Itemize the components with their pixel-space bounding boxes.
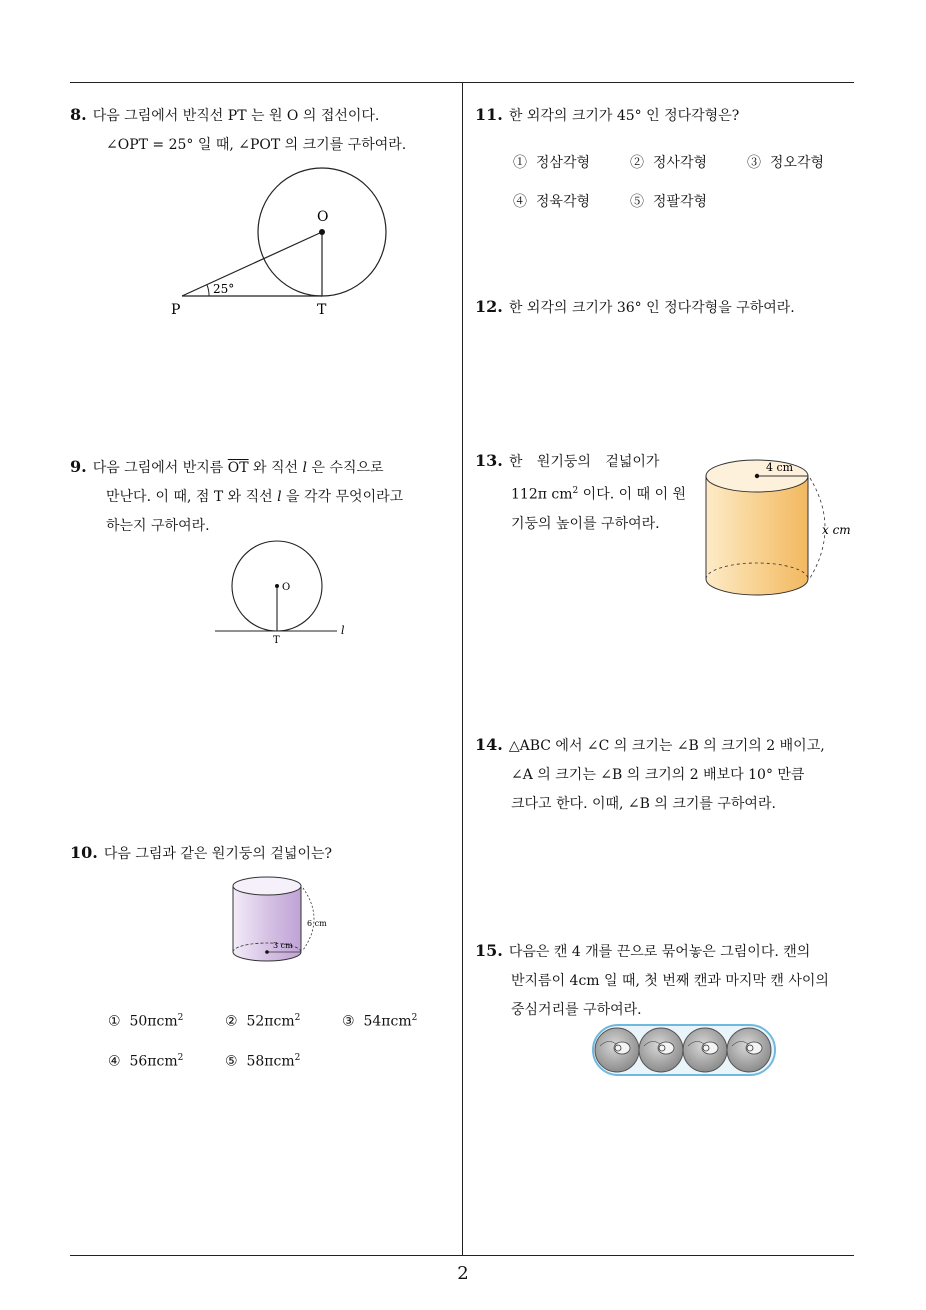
choice-text: 54πcm: [363, 1013, 412, 1030]
choice-mark: ⑤: [630, 194, 644, 210]
choice-mark: ⑤: [225, 1053, 238, 1070]
choice-1[interactable]: [513, 152, 590, 172]
problem-text: 다음 그림에서 반직선 PT 는 원 O 의 접선이다.: [92, 108, 380, 124]
cylinder-body: [706, 476, 808, 595]
problem-number: 8.: [70, 105, 87, 124]
choice-2[interactable]: [225, 1013, 300, 1030]
label-angle: 25°: [213, 282, 235, 296]
problem-number: 12.: [475, 297, 503, 316]
center-dot: [265, 950, 269, 954]
page-number: 2: [457, 1263, 469, 1284]
choice-sup: 2: [294, 1013, 301, 1023]
choice-mark: ④: [513, 194, 527, 210]
bottom-rule: [70, 1255, 854, 1256]
label-t: T: [317, 302, 327, 318]
label-height: 6 cm: [307, 919, 327, 928]
choice-mark: ④: [108, 1053, 121, 1070]
problem-text: 와 직선: [248, 460, 303, 476]
problem-number: 9.: [70, 457, 87, 476]
problem-text: ∠A 의 크기는 ∠B 의 크기의 2 배보다 10° 만큼: [511, 767, 805, 783]
choice-text: 58πcm: [246, 1053, 295, 1070]
problem-text: 한 원기둥의 겉넓이가: [508, 454, 660, 470]
choice-text: 정팔각형: [652, 194, 708, 210]
choice-5[interactable]: [225, 1053, 300, 1070]
tangent-circle-figure: [165, 165, 405, 325]
problem-text: 을 각각 무엇이라고: [281, 489, 404, 505]
label-t: T: [273, 635, 280, 646]
center-dot: [755, 474, 759, 478]
problem-text: 은 수직으로: [307, 460, 384, 476]
can-3: [683, 1028, 727, 1072]
choice-text: 50πcm: [129, 1013, 178, 1030]
problem-text: 다음은 캔 4 개를 끈으로 묶어놓은 그림이다. 캔의: [508, 944, 811, 960]
choice-mark: ③: [747, 155, 761, 171]
label-height: x cm: [822, 523, 851, 537]
line-l-label: l: [277, 489, 282, 505]
problem-text: ∠OPT = 25° 일 때, ∠POT 의 크기를 구하여라.: [106, 137, 407, 153]
choice-4[interactable]: [108, 1053, 183, 1070]
choice-sup: 2: [177, 1053, 184, 1063]
choice-text: 정삼각형: [535, 155, 591, 171]
problem-text: 한 외각의 크기가 36° 인 정다각형을 구하여라.: [508, 300, 795, 316]
choice-sup: 2: [294, 1053, 301, 1063]
choice-text: 정육각형: [535, 194, 591, 210]
can-1: [595, 1028, 639, 1072]
problem-9: [70, 452, 403, 541]
problem-number: 15.: [475, 941, 503, 960]
problem-text: 만난다. 이 때, 점 T 와 직선: [106, 489, 278, 505]
problem-text: 112π cm: [511, 486, 573, 503]
problem-15: [475, 936, 829, 1025]
label-radius: 3 cm: [273, 941, 293, 950]
choice-mark: ②: [225, 1013, 238, 1030]
problem-text: △ABC 에서 ∠C 의 크기는 ∠B 의 크기의 2 배이고,: [508, 738, 825, 754]
cylinder-top: [233, 877, 301, 895]
problem-8: [70, 100, 406, 160]
choice-sup: 2: [177, 1013, 184, 1023]
label-o: O: [317, 209, 329, 225]
problem-number: 14.: [475, 735, 503, 754]
problem-text: 한 외각의 크기가 45° 인 정다각형은?: [508, 108, 740, 124]
choice-2[interactable]: [630, 152, 707, 172]
choice-1[interactable]: [108, 1013, 183, 1030]
choice-text: 정사각형: [652, 155, 708, 171]
label-o: O: [282, 582, 291, 593]
problem-number: 10.: [70, 843, 98, 862]
choice-text: 52πcm: [246, 1013, 295, 1030]
choice-3[interactable]: [747, 152, 824, 172]
choice-text: 정오각형: [769, 155, 825, 171]
center-dot: [275, 584, 279, 588]
problem-text: 기둥의 높이를 구하여라.: [511, 515, 660, 532]
problem-number: 11.: [475, 105, 503, 124]
segment-po: [182, 232, 322, 296]
choice-5[interactable]: [630, 191, 707, 211]
choice-text: 56πcm: [129, 1053, 178, 1070]
label-p: P: [171, 302, 181, 318]
label-l: l: [341, 624, 345, 637]
label-radius: 4 cm: [766, 461, 794, 474]
choice-sup: 2: [411, 1013, 418, 1023]
problem-number: 13.: [475, 451, 503, 470]
problem-text: 크다고 한다. 이때, ∠B 의 크기를 구하여라.: [511, 796, 776, 812]
problem-13: [475, 446, 686, 539]
choice-mark: ③: [342, 1013, 355, 1030]
problem-text: 하는지 구하여라.: [106, 518, 210, 534]
problem-12: [475, 292, 795, 323]
problem-11: [475, 100, 739, 131]
problem-14: [475, 730, 825, 819]
problem-text: 반지름이 4cm 일 때, 첫 번째 캔과 마지막 캔 사이의: [511, 973, 829, 989]
angle-arc: [207, 285, 209, 296]
cylinder-figure: [225, 872, 335, 972]
circle-tangent-line-figure: [205, 540, 365, 650]
cans-figure: [590, 1022, 780, 1078]
choice-mark: ②: [630, 155, 644, 171]
can-2: [639, 1028, 683, 1072]
column-divider: [462, 82, 463, 1255]
can-4: [727, 1028, 771, 1072]
line-l-label: l: [302, 460, 308, 476]
problem-text: 중심거리를 구하여라.: [511, 1002, 642, 1018]
problem-text: 이다. 이 때 이 원: [578, 486, 687, 503]
segment-ot-label: $\overline{OT}$: [227, 460, 249, 476]
choice-mark: ①: [513, 155, 527, 171]
problem-text: 다음 그림과 같은 원기둥의 겉넓이는?: [103, 846, 333, 862]
center-dot: [319, 229, 325, 235]
problem-text: 다음 그림에서 반지름: [92, 460, 228, 476]
choice-mark: ①: [108, 1013, 121, 1030]
problem-sup: 2: [572, 486, 579, 496]
cylinder-figure: [700, 452, 860, 612]
choice-4[interactable]: [513, 191, 590, 211]
choice-3[interactable]: [342, 1013, 417, 1030]
problem-10: [70, 838, 332, 869]
